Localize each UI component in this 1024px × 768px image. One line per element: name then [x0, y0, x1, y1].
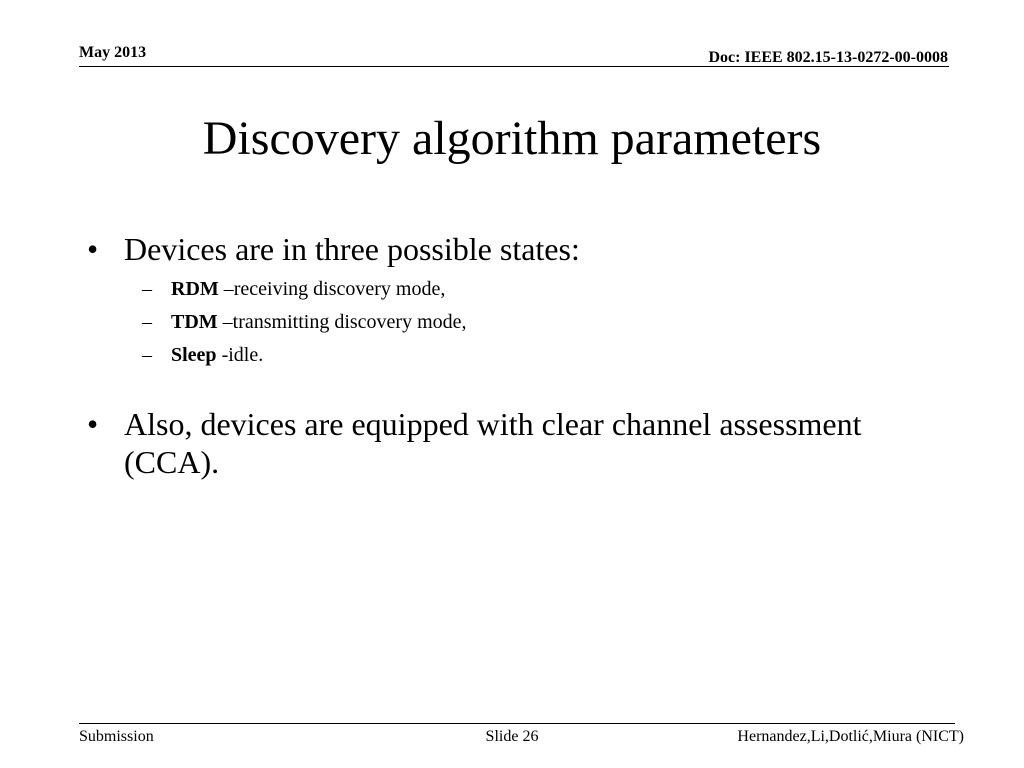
header-divider [79, 66, 949, 67]
footer-authors: Hernandez,Li,Dotlić,Miura (NICT) [737, 728, 964, 745]
footer-submission: Submission [79, 728, 154, 745]
state-description: –transmitting discovery mode, [217, 311, 467, 333]
bullet-marker: • [87, 406, 99, 442]
state-description: –receiving discovery mode, [218, 278, 446, 300]
state-description: -idle. [216, 344, 264, 366]
dash-marker: – [142, 344, 152, 366]
bullet-text: Also, devices are equipped with clear channel assessment (CCA). [124, 406, 862, 480]
sub-bullet-item [84, 343, 944, 367]
dash-marker: – [142, 278, 152, 300]
state-term: Sleep [171, 344, 217, 366]
bullet-item [84, 230, 944, 268]
bullet-marker: • [87, 231, 99, 267]
header-date: May 2013 [79, 44, 147, 61]
dash-marker: – [142, 311, 152, 333]
bullet-text: Devices are in three possible states: [124, 231, 580, 267]
footer-divider [79, 723, 955, 724]
bullet-list [84, 230, 944, 481]
spacer [84, 367, 944, 405]
sub-bullet-item [84, 277, 944, 301]
state-term: RDM [171, 278, 219, 300]
footer-slide-number: Slide 26 [485, 728, 539, 745]
header-doc-number: Doc: IEEE 802.15-13-0272-00-0008 [708, 49, 948, 66]
slide-title: Discovery algorithm parameters [202, 112, 822, 165]
state-term: TDM [171, 311, 218, 333]
bullet-item [84, 405, 944, 481]
sub-bullet-item [84, 310, 944, 334]
